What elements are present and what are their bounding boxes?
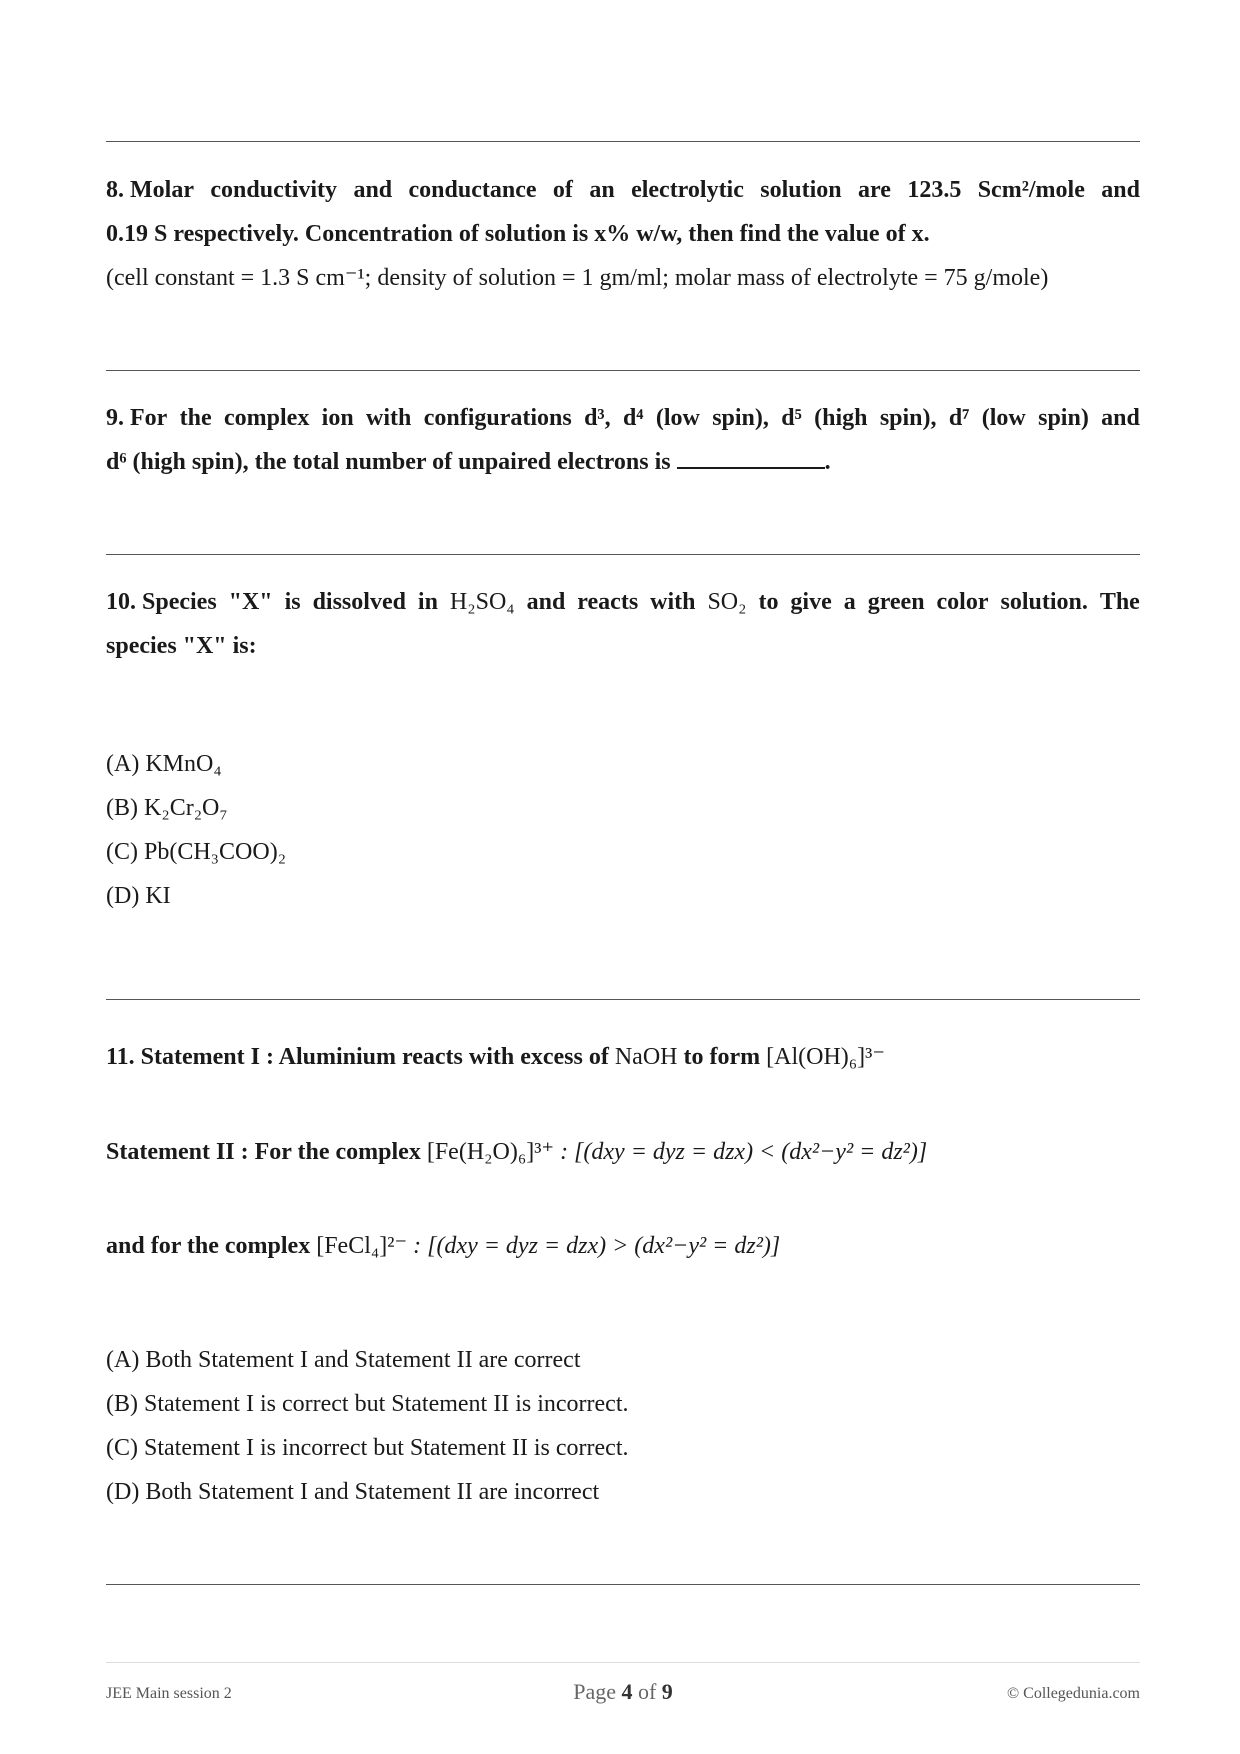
question-9 [106, 396, 1140, 484]
exam-name: JEE Main session 2 [106, 1685, 232, 1702]
option-d: (D) Both Statement I and Statement II are incorrect [106, 1479, 600, 1505]
option-a: (A) KMnO₄ [106, 751, 222, 777]
option-c: (C) Pb(CH₃COO)₂ [106, 839, 287, 865]
statement-2: Statement II : For the complex [Fe(H₂O)₆]³⁺ : [(dxy = dyz = dzx) < (dx²−y² = dz²)] [106, 1139, 928, 1165]
divider-q11 [106, 999, 1140, 1000]
question-10 [106, 580, 1140, 668]
question-8 [106, 168, 1140, 300]
question-9-line-2: d⁶ (high spin), the total number of unpaired electrons is . [106, 440, 1140, 484]
divider-q10 [106, 554, 1140, 555]
page-number: Page 4 of 9 [573, 1679, 673, 1704]
statement-1: 11. Statement I : Aluminium reacts with excess of NaOH to form [Al(OH)₆]³⁻ [106, 1044, 886, 1070]
answer-blank [677, 441, 825, 469]
option-b: (B) K₂Cr₂O₇ [106, 795, 228, 821]
option-b: (B) Statement I is correct but Statement II is incorrect. [106, 1391, 629, 1417]
question-10-line-2: species "X" is: [106, 633, 257, 659]
page-footer [106, 1662, 1140, 1713]
question-9-line-1: 9. For the complex ion with configurations d³, d⁴ (low spin), d⁵ (high spin), d⁷ (low spin) and [106, 405, 1140, 431]
option-d: (D) KI [106, 883, 171, 909]
question-8-given-data: (cell constant = 1.3 S cm⁻¹; density of solution = 1 gm/ml; molar mass of electrolyte = 75 g/mole) [106, 265, 1049, 291]
divider-bottom [106, 1584, 1140, 1585]
question-8-line-1: 8. Molar conductivity and conductance of an electrolytic solution are 123.5 Scm²/mole and [106, 177, 1140, 203]
question-11-options [106, 1338, 1140, 1514]
question-11 [106, 1035, 1140, 1079]
copyright: © Collegedunia.com [1006, 1685, 1140, 1702]
question-10-line-1: 10. Species "X" is dissolved in H₂SO₄ and reacts with SO₂ to give a green color solution. The [106, 589, 1140, 615]
question-11-statement-3 [106, 1224, 1140, 1268]
question-10-options [106, 742, 1140, 918]
question-8-line-2: 0.19 S respectively. Concentration of solution is x% w/w, then find the value of x. [106, 221, 930, 247]
question-11-statement-2 [106, 1130, 1140, 1174]
option-c: (C) Statement I is incorrect but Statement II is correct. [106, 1435, 629, 1461]
divider-top [106, 141, 1140, 142]
option-a: (A) Both Statement I and Statement II are correct [106, 1347, 581, 1373]
divider-q9 [106, 370, 1140, 371]
statement-3: and for the complex [FeCl₄]²⁻ : [(dxy = dyz = dzx) > (dx²−y² = dz²)] [106, 1233, 781, 1259]
